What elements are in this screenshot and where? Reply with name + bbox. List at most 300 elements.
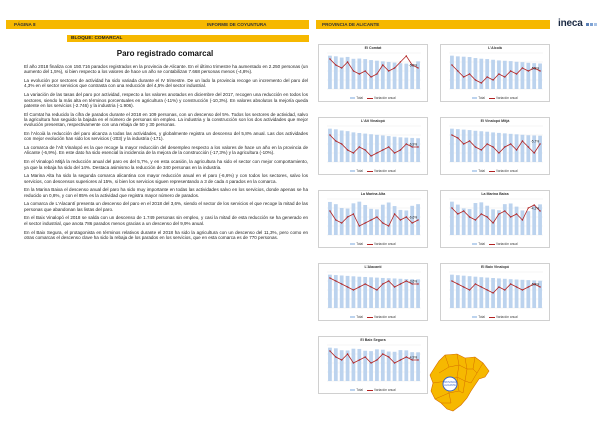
chart-plot [441, 118, 551, 176]
legend-bar-swatch [350, 316, 355, 319]
bar [334, 129, 338, 162]
line-point [388, 70, 389, 71]
line-point [388, 225, 389, 226]
bar [526, 211, 530, 235]
line-point [335, 280, 336, 281]
line-point [539, 286, 540, 287]
bar [340, 131, 344, 162]
report-title: INFORME DE COYUNTURA [207, 22, 267, 27]
bar [468, 209, 472, 235]
article-title: Paro registrado comarcal [116, 49, 214, 58]
line-point [347, 149, 348, 150]
bar [399, 350, 403, 381]
legend-total-label: Total [356, 169, 363, 173]
bar [462, 276, 466, 308]
line-point [469, 140, 470, 141]
line-point [539, 143, 540, 144]
bar [404, 350, 408, 381]
line-point [347, 353, 348, 354]
bar [410, 206, 414, 235]
bar [479, 59, 483, 89]
last-value-label: -4,1% [530, 206, 540, 211]
legend-bar-swatch [472, 316, 477, 319]
line-point [522, 219, 523, 220]
line-point [504, 146, 505, 147]
line-point [457, 283, 458, 284]
bar [393, 278, 397, 308]
paragraph: La evolución por sectores de actividad ha sido variada durante el IV trimestre. De un lado la provincia recoge un incremento del paro del 4,3% en el sector servicios que contrasta con una reducción del 4,5% del sector industrial. [24, 78, 308, 89]
bar [393, 206, 397, 235]
bar [357, 202, 361, 235]
legend-line-swatch [489, 98, 495, 99]
line-point [457, 70, 458, 71]
legend-total-label: Total [356, 315, 363, 319]
line-point [528, 146, 529, 147]
line-point [457, 137, 458, 138]
map-shape [430, 354, 489, 411]
line-point [486, 76, 487, 77]
line-point [370, 362, 371, 363]
line-point [353, 289, 354, 290]
bar [515, 62, 519, 89]
article-body [24, 64, 308, 244]
legend-bar-swatch [472, 97, 477, 100]
chart-legend [441, 242, 549, 246]
line-point [341, 222, 342, 223]
bar [450, 56, 454, 89]
line-point [347, 216, 348, 217]
map-badge-label-2: ALICANTE [444, 384, 456, 387]
legend-line-swatch [367, 244, 373, 245]
last-value-label: -4,9% [408, 355, 418, 360]
bar [369, 209, 373, 235]
bar [369, 134, 373, 162]
line-point [486, 216, 487, 217]
line-point [364, 70, 365, 71]
bar [479, 277, 483, 308]
line-point [510, 70, 511, 71]
bar [381, 135, 385, 162]
line-point [376, 359, 377, 360]
legend-variation-label: Variación anual [495, 96, 518, 100]
legend-total-label: Total [478, 242, 485, 246]
line-point [335, 356, 336, 357]
chart-title: El Baix Vinalopó [480, 265, 510, 269]
line-point [463, 143, 464, 144]
last-value-label: -5,8% [530, 66, 540, 71]
province-map [427, 353, 492, 413]
legend-bar-swatch [350, 389, 355, 392]
paragraph: La comarca de l'Alt Vinalopó es la que recoge la mayor reducción del desempleo respecto a los valores de hace un año en la provincia de Alicante (-6,9%). En este dato ha sido esencial la incidencia de la mejora de la construcción (-17,3%) y la agricultura (-10%). [24, 145, 308, 156]
paragraph: En el Vinalopó Mitjà la reducción anual del paro es del 5,7%, y en esta ocasión, la agricultura ha sido el sector con mejor comportamiento, ya que la rebaja ha sido del 14%. Destaca asimismo la reducción de 340 personas en la industria. [24, 159, 308, 170]
bar [474, 58, 478, 89]
line-point [510, 283, 511, 284]
line-point [353, 70, 354, 71]
line-point [411, 146, 412, 147]
line-point [329, 277, 330, 278]
line-point [492, 79, 493, 80]
line-point [359, 359, 360, 360]
line-point [469, 216, 470, 217]
line-point [341, 143, 342, 144]
bar [357, 349, 361, 381]
line-point [481, 82, 482, 83]
chart-title: L'Alt Vinalopó [361, 119, 385, 123]
line-point [522, 67, 523, 68]
legend-variation-label: Variación anual [373, 169, 396, 173]
line-point [516, 73, 517, 74]
line-point [329, 58, 330, 59]
last-value-label: -6,6% [408, 215, 418, 220]
bar [399, 210, 403, 235]
bar [521, 62, 525, 89]
line-point [417, 146, 418, 147]
line-point [353, 213, 354, 214]
section-label: BLOQUE: COMARCAL [67, 35, 309, 42]
paragraph: La variación de las tasas del paro por actividad, respecto a los valores anotados en diciembre del 2017, recogen una reducción en todos los sectores, siendo la más alta en términos porcentuales en agricultura (-11%) y construcción (-10,3%). En valores absolutos la mejoría queda patente en los servicios (-2.746) y la industria (-1.906). [24, 92, 308, 108]
bar [369, 60, 373, 89]
line-point [411, 222, 412, 223]
bar [393, 352, 397, 381]
line-point [475, 219, 476, 220]
bar [340, 58, 344, 89]
paragraph: En l'Alcoià la reducción del paro alcanza a todas las actividades, y globalmente registra un descenso del 5,8% anual. Las dos actividades con mejor evolución han sido los servicios (-203) y la industria (-171). [24, 131, 308, 142]
bar [503, 61, 507, 89]
line-point [341, 283, 342, 284]
line-point [376, 152, 377, 153]
bar [381, 205, 385, 235]
bar [450, 202, 454, 235]
last-value-label: -3,6% [408, 279, 418, 284]
bar [328, 202, 332, 235]
legend-variation-label: Variación anual [495, 242, 518, 246]
line-point [516, 286, 517, 287]
line-point [353, 362, 354, 363]
line-point [359, 286, 360, 287]
line-point [451, 64, 452, 65]
line-point [498, 213, 499, 214]
line-point [341, 67, 342, 68]
legend-line-swatch [489, 171, 495, 172]
chart-el-baix-segura [318, 336, 428, 394]
line-point [463, 286, 464, 287]
line-point [406, 216, 407, 217]
chart-plot [319, 45, 429, 103]
line-point [522, 289, 523, 290]
legend-line-swatch [489, 317, 495, 318]
line-point [376, 289, 377, 290]
bar [503, 204, 507, 235]
bar [491, 60, 495, 89]
last-value-label: -5,7% [530, 139, 540, 144]
legend-bar-swatch [350, 243, 355, 246]
bar [456, 129, 460, 162]
chart-legend [319, 169, 427, 173]
bar [485, 278, 489, 308]
chart-legend [441, 96, 549, 100]
legend-total-label: Total [478, 315, 485, 319]
paragraph: En el Baix Vinalopó el 2018 se salda con un descenso de 1.749 personas sin empleo, y casi la mitad de esta reducción se ha generado en el sector industrial, que anota 786 parados menos gracias a un descenso del 9,9% anual. [24, 215, 308, 226]
bar [450, 129, 454, 162]
line-point [411, 283, 412, 284]
bar [515, 280, 519, 308]
line-point [394, 152, 395, 153]
line-point [516, 149, 517, 150]
bar [387, 62, 391, 89]
line-point [528, 70, 529, 71]
line-point [335, 64, 336, 65]
line-point [370, 155, 371, 156]
bar [526, 63, 530, 89]
line-point [370, 219, 371, 220]
legend-variation-label: Variación anual [373, 388, 396, 392]
bar [503, 279, 507, 308]
line-point [341, 359, 342, 360]
line-point [451, 207, 452, 208]
chart-legend [441, 315, 549, 319]
line-point [376, 216, 377, 217]
bar [485, 206, 489, 235]
line-point [504, 289, 505, 290]
brand-logo-icon [586, 18, 598, 29]
chart-plot [441, 45, 551, 103]
line-point [394, 286, 395, 287]
line-point [388, 356, 389, 357]
line-point [388, 280, 389, 281]
bar [399, 63, 403, 89]
bar [521, 135, 525, 162]
line-point [411, 359, 412, 360]
line-point [347, 61, 348, 62]
bar [346, 209, 350, 235]
line-point [417, 67, 418, 68]
bar [509, 61, 513, 89]
legend-variation-label: Variación anual [495, 169, 518, 173]
line-point [486, 143, 487, 144]
line-point [382, 149, 383, 150]
line-point [539, 210, 540, 211]
last-value-label: -6,9% [408, 142, 418, 147]
line-point [492, 146, 493, 147]
line-point [475, 146, 476, 147]
line-point [533, 152, 534, 153]
chart-title: L'Alcoià [488, 46, 502, 50]
line-point [481, 149, 482, 150]
chart-title: L'Alacantí [364, 265, 382, 269]
line-point [475, 283, 476, 284]
line-point [382, 283, 383, 284]
bar [468, 276, 472, 308]
chart-plot [319, 264, 429, 322]
line-point [400, 61, 401, 62]
line-point [370, 76, 371, 77]
chart-plot [319, 191, 429, 249]
paragraph: La Marina Alta ha sido la segunda comarca alicantina con mayor reducción anual en el paro (-6,6%) y con todos los sectores, salvo los servicios, con descensos superiores al 15%, si bien los servicios siguen representando a 3 de cada 4 parados en la comarca. [24, 173, 308, 184]
line-point [486, 289, 487, 290]
legend-line-swatch [489, 244, 495, 245]
line-point [376, 73, 377, 74]
line-point [329, 134, 330, 135]
legend-total-label: Total [478, 96, 485, 100]
bar [462, 130, 466, 162]
right-header-bar [316, 20, 550, 29]
bar [352, 349, 356, 381]
bar [404, 210, 408, 235]
line-point [481, 286, 482, 287]
line-point [347, 286, 348, 287]
line-point [504, 76, 505, 77]
line-point [364, 283, 365, 284]
chart-plot [319, 337, 429, 395]
bar [485, 132, 489, 162]
line-point [382, 353, 383, 354]
line-point [364, 149, 365, 150]
legend-variation-label: Variación anual [373, 242, 396, 246]
chart-el-vinalopo-mitja [440, 117, 550, 175]
bar [497, 133, 501, 162]
chart-title: La Marina Alta [360, 192, 386, 196]
chart-la-marina-baixa [440, 190, 550, 248]
line-point [463, 210, 464, 211]
bar [404, 279, 408, 308]
line-point [400, 149, 401, 150]
line-point [498, 73, 499, 74]
bar [363, 205, 367, 235]
line-point [370, 286, 371, 287]
bar [328, 275, 332, 308]
legend-total-label: Total [356, 388, 363, 392]
chart-l-alcoia [440, 44, 550, 102]
chart-plot [319, 118, 429, 176]
line-point [528, 286, 529, 287]
chart-legend [319, 242, 427, 246]
paragraph: La comarca de L'Alacantí presenta un descenso del paro en el 2018 del 3,6%, siendo el sector de los servicios el que recoge la mitad de las personas que abandonan las listas del paro. [24, 201, 308, 212]
bar [375, 209, 379, 235]
chart-legend [319, 315, 427, 319]
chart-plot [441, 264, 551, 322]
line-point [528, 207, 529, 208]
chart-legend [441, 169, 549, 173]
bar [340, 350, 344, 381]
last-value-label: -5,4% [530, 282, 540, 287]
line-point [492, 292, 493, 293]
line-point [504, 210, 505, 211]
line-point [329, 350, 330, 351]
chart-plot [441, 191, 551, 249]
bar [479, 131, 483, 162]
bar [526, 280, 530, 308]
line-point [533, 204, 534, 205]
legend-variation-label: Variación anual [373, 315, 396, 319]
line-point [359, 146, 360, 147]
legend-line-swatch [367, 171, 373, 172]
legend-bar-swatch [472, 243, 477, 246]
bar [352, 132, 356, 162]
bar [381, 278, 385, 308]
bar [468, 130, 472, 162]
legend-total-label: Total [356, 242, 363, 246]
line-point [522, 140, 523, 141]
line-point [417, 283, 418, 284]
line-point [335, 140, 336, 141]
line-point [469, 289, 470, 290]
line-point [406, 55, 407, 56]
paragraph: En la Marina Baixa el descenso anual del paro ha sido muy importante en todas las actividades salvo en los servicios, donde apenas se ha reducido un 0,8%, y con el 85% es la actividad que registra mayor número de parados. [24, 187, 308, 198]
line-point [498, 286, 499, 287]
line-point [516, 213, 517, 214]
bar [462, 57, 466, 89]
bar [393, 137, 397, 162]
line-point [463, 76, 464, 77]
legend-variation-label: Variación anual [373, 96, 396, 100]
line-point [457, 213, 458, 214]
legend-line-swatch [367, 390, 373, 391]
bar [468, 57, 472, 89]
legend-variation-label: Variación anual [495, 315, 518, 319]
bar [375, 349, 379, 381]
line-point [406, 280, 407, 281]
bar [509, 203, 513, 235]
bar [497, 278, 501, 308]
line-point [382, 64, 383, 65]
bar [375, 278, 379, 308]
paragraph: El año 2018 finaliza con 150.716 parados registrados en la provincia de Alicante. En el último trimestre ha aumentado en 2.250 personas (un aumento del 1,5%), si bien respecto a los valores de hace un año se contabilizan 7.668 personas menos (-4,8%). [24, 64, 308, 75]
brand-name: ineca [558, 18, 583, 29]
line-point [400, 283, 401, 284]
line-point [353, 152, 354, 153]
bar [521, 210, 525, 235]
line-point [335, 219, 336, 220]
chart-el-baix-vinalopo [440, 263, 550, 321]
chart-legend [319, 388, 427, 392]
bar [328, 129, 332, 162]
bar [357, 277, 361, 308]
page-number: PÁGINA 8 [14, 22, 36, 27]
bar [485, 59, 489, 89]
line-point [417, 219, 418, 220]
left-header-bar [6, 20, 309, 29]
bar [404, 64, 408, 89]
bar [334, 348, 338, 381]
chart-title: El Comtat [364, 46, 382, 50]
legend-line-swatch [367, 317, 373, 318]
line-point [400, 359, 401, 360]
bar [456, 275, 460, 308]
legend-bar-swatch [350, 170, 355, 173]
bar [334, 56, 338, 89]
line-point [539, 70, 540, 71]
chart-title: El Baix Segura [360, 338, 386, 342]
bar [515, 207, 519, 235]
chart-title: La Marina Baixa [481, 192, 509, 196]
line-point [451, 134, 452, 135]
bar [363, 351, 367, 381]
legend-bar-swatch [350, 97, 355, 100]
chart-la-marina-alta [318, 190, 428, 248]
line-point [481, 213, 482, 214]
bar [479, 202, 483, 235]
line-point [510, 143, 511, 144]
bar [404, 138, 408, 162]
bar [387, 136, 391, 162]
chart-el-comtat [318, 44, 428, 102]
bar [474, 277, 478, 308]
bar [363, 59, 367, 89]
bar [387, 202, 391, 235]
line-point [406, 356, 407, 357]
bar [375, 135, 379, 162]
legend-line-swatch [367, 98, 373, 99]
